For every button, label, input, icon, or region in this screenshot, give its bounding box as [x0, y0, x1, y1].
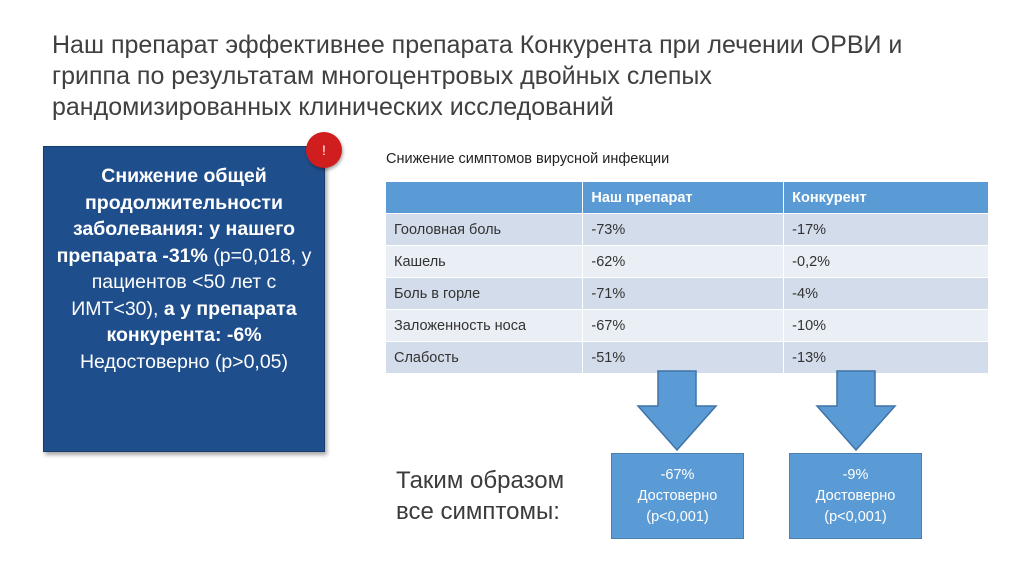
table-row: [386, 342, 989, 374]
symptoms-table: [386, 182, 989, 374]
slide-title: [52, 30, 992, 123]
table-cell: -67%: [583, 310, 784, 342]
table-cell: Заложенность носа: [386, 310, 583, 342]
our-drug-result-box: [611, 453, 744, 539]
table-cell: -10%: [784, 310, 989, 342]
slide-title-line-2: гриппа по результатам многоцентровых двойных слепых: [52, 62, 712, 90]
table-cell: -62%: [583, 246, 784, 278]
result-label: Достоверно: [815, 488, 896, 504]
summary-normal-1: (p=0,018, у пациентов <50 лет с ИМТ<30),: [71, 244, 312, 320]
table-header-row: [386, 182, 989, 214]
slide-title-line-1: Наш препарат эффективнее препарата Конкурента при лечении ОРВИ и: [52, 31, 903, 59]
table-row: [386, 278, 989, 310]
table-row: [386, 310, 989, 342]
slide-title-line-3: рандомизированных клинических исследований: [52, 93, 614, 121]
result-p-value: (p<0,001): [646, 509, 709, 525]
conclusion-line-2: все симптомы:: [396, 498, 560, 525]
summary-bold-2: а у препарата конкурента: -6%: [106, 297, 297, 346]
conclusion-line-1: Таким образом: [396, 467, 565, 494]
exclamation-badge-icon: !: [306, 132, 342, 168]
table-cell: -13%: [784, 342, 989, 374]
result-p-value: (p<0,001): [824, 509, 887, 525]
table-cell: Слабость: [386, 342, 583, 374]
table-cell: -0,2%: [784, 246, 989, 278]
competitor-result-box: [789, 453, 922, 539]
table-caption: Снижение симптомов вирусной инфекции: [386, 151, 670, 167]
table-cell: Кашель: [386, 246, 583, 278]
table-row: [386, 246, 989, 278]
table-cell: -17%: [784, 214, 989, 246]
table-header-competitor: Конкурент: [784, 182, 989, 214]
result-value: -67%: [660, 467, 695, 483]
table-header-symptom: [386, 182, 583, 214]
duration-summary-box: [43, 146, 325, 452]
down-arrow-icon: [636, 370, 718, 452]
summary-normal-2: Недостоверно (p>0,05): [79, 350, 289, 373]
table-cell: -51%: [583, 342, 784, 374]
table-cell: -4%: [784, 278, 989, 310]
down-arrow-icon: [815, 370, 897, 452]
conclusion-text: [396, 465, 564, 527]
table-cell: -73%: [583, 214, 784, 246]
table-cell: Гооловная боль: [386, 214, 583, 246]
table-cell: Боль в горле: [386, 278, 583, 310]
table-row: [386, 214, 989, 246]
table-cell: -71%: [583, 278, 784, 310]
table-header-our-drug: Наш препарат: [583, 182, 784, 214]
result-label: Достоверно: [637, 488, 718, 504]
summary-bold-1: Снижение общей продолжительности заболевания: у нашего препарата -31%: [56, 165, 296, 267]
result-value: -9%: [842, 467, 869, 483]
